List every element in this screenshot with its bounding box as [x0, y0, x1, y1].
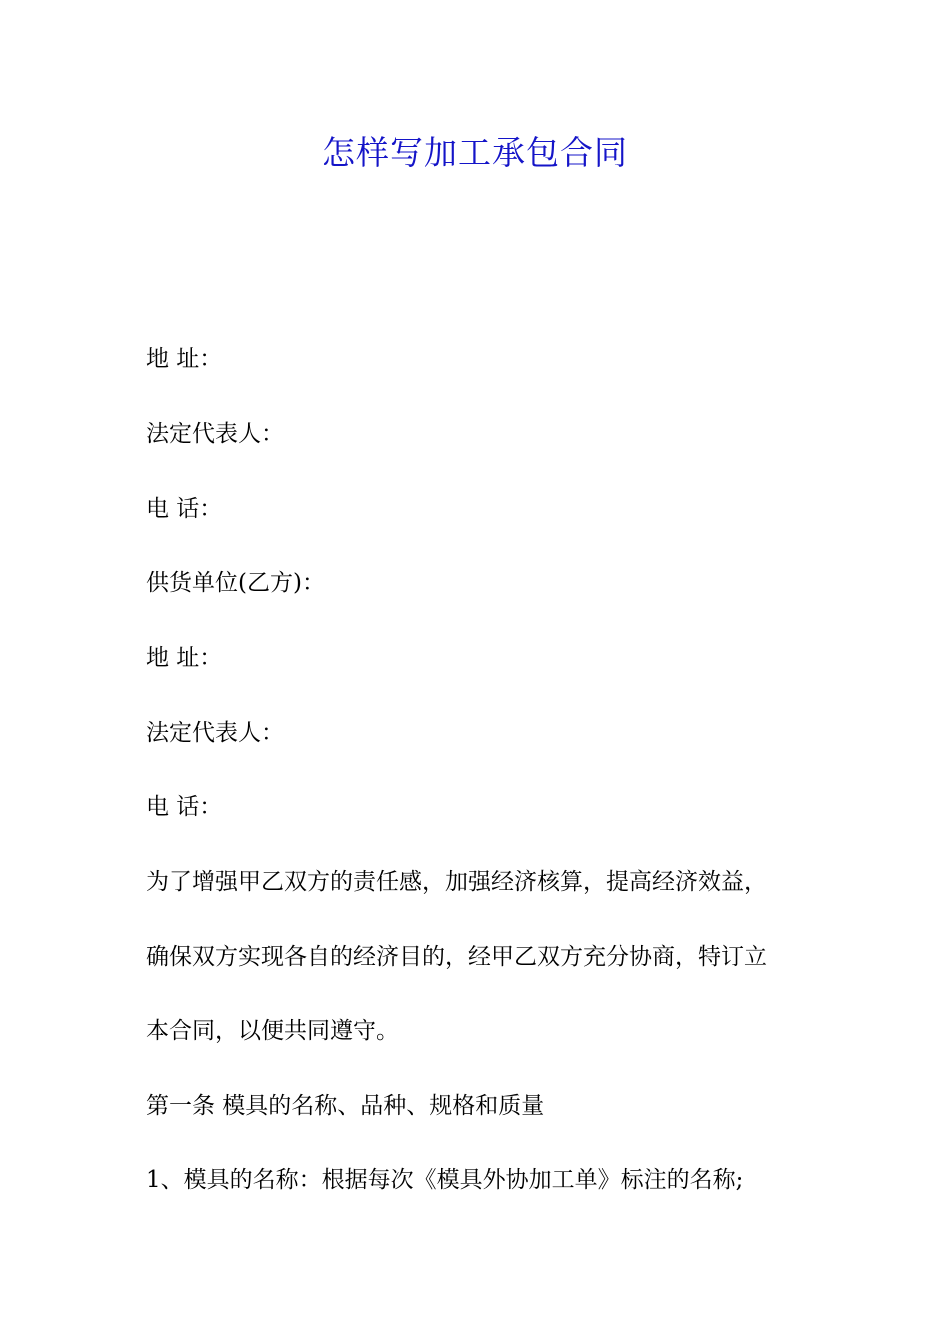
- article-1-item-1: 1、模具的名称：根据每次《模具外协加工单》标注的名称;: [146, 1167, 744, 1193]
- address-line-party-b: 地 址：: [146, 645, 223, 671]
- preamble-line-1: 为了增强甲乙双方的责任感，加强经济核算，提高经济效益，: [146, 869, 767, 895]
- address-line-party-a: 地 址：: [146, 346, 223, 372]
- legal-rep-line-party-a: 法定代表人：: [146, 421, 284, 447]
- preamble-line-2: 确保双方实现各自的经济目的，经甲乙双方充分协商，特订立: [146, 944, 767, 970]
- document-title: 怎样写加工承包合同: [322, 133, 628, 172]
- supplier-party-b-line: 供货单位(乙方)：: [146, 570, 325, 596]
- phone-line-party-a: 电 话：: [146, 496, 223, 522]
- article-1-heading: 第一条 模具的名称、品种、规格和质量: [146, 1093, 545, 1119]
- phone-line-party-b: 电 话：: [146, 794, 223, 820]
- preamble-line-3: 本合同，以便共同遵守。: [146, 1018, 399, 1044]
- legal-rep-line-party-b: 法定代表人：: [146, 720, 284, 746]
